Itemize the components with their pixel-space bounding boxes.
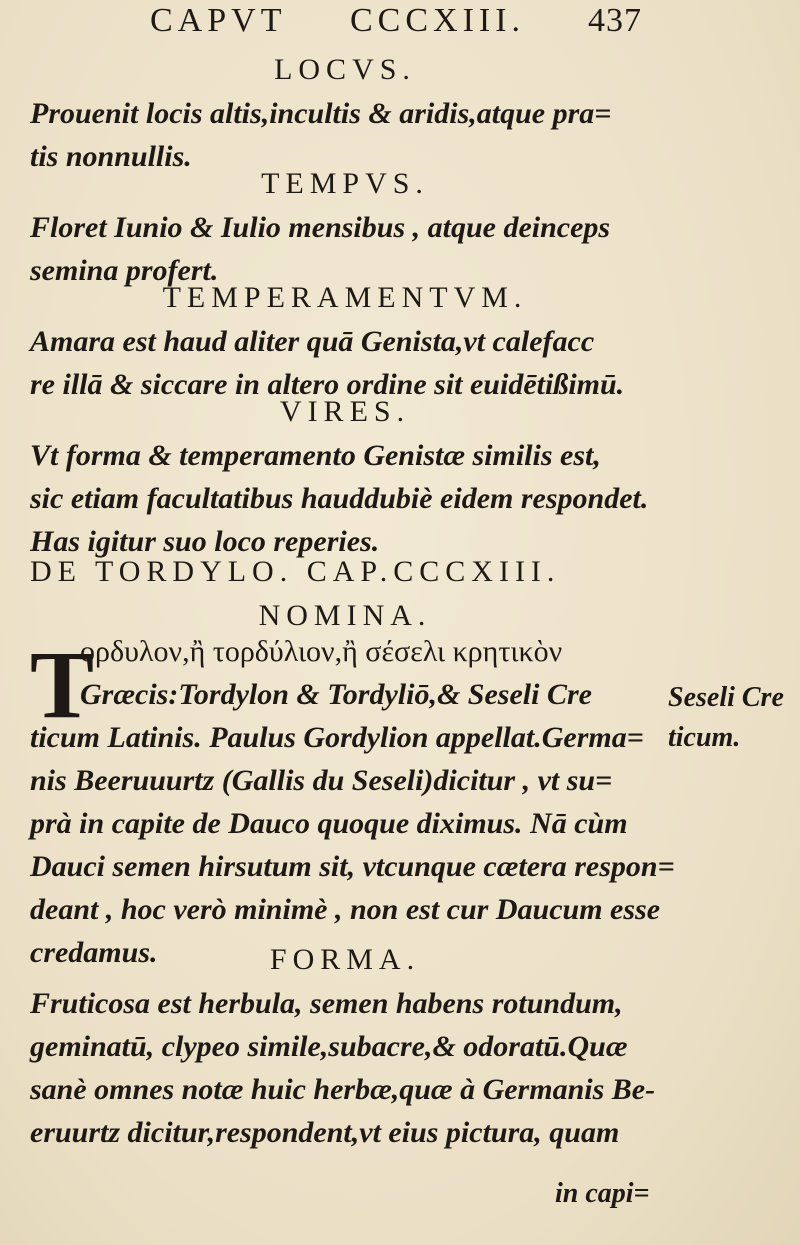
text-line: Has igitur suo loco reperies.: [30, 525, 380, 558]
text-line: Prouenit locis altis,incultis & aridis,atque pra=: [30, 97, 612, 130]
section-nomina: [30, 716, 675, 974]
chapter-title-block: [30, 550, 660, 638]
section-heading: NOMINA.: [258, 599, 432, 632]
text-line: re illā & siccare in altero ordine sit euidētißimū.: [30, 368, 625, 401]
text-line: tis nonnullis.: [30, 140, 192, 173]
header-chapter-number: CCCXIII.: [350, 2, 526, 39]
margin-note-line: ticum.: [668, 722, 741, 753]
text-line: sic etiam facultatibus hauddubiè eidem respondet.: [30, 482, 649, 515]
text-line: deant , hoc verò minimè , non est cur Daucum esse: [30, 893, 661, 926]
catchword: in capi=: [555, 1178, 650, 1209]
greek-line: ορδυλον,ἢ τορδύλιον,ἢ σέσελι κρητικὸν: [80, 635, 563, 668]
text-line: ticum Latinis. Paulus Gordylion appellat.Germa=: [30, 721, 644, 754]
drop-cap: T: [30, 631, 95, 738]
text-line: sanè omnes notæ huic herbæ,quæ à Germanis Be-: [30, 1073, 656, 1106]
section-locus: [30, 48, 660, 178]
text-line: Floret Iunio & Iulio mensibus , atque deinceps: [30, 211, 611, 244]
chapter-title: DE TORDYLO. CAP.CCCXIII.: [30, 555, 561, 588]
section-forma: [30, 938, 660, 1154]
text-line: geminatū, clypeo simile,subacre,& odoratū.Quæ: [30, 1030, 628, 1063]
running-header: [150, 2, 670, 46]
section-heading: TEMPVS.: [261, 167, 429, 200]
text-line: Græcis:Tordylon & Tordyliō,& Seseli Cre: [80, 678, 592, 711]
text-line: Dauci semen hirsutum sit, vtcunque cætera respon=: [30, 850, 675, 883]
section-heading: TEMPERAMENTVM.: [162, 281, 528, 314]
section-vires: [30, 390, 660, 563]
text-line: Vt forma & temperamento Genistæ similis est,: [30, 439, 601, 472]
margin-note: [668, 678, 798, 758]
text-line: eruurtz dicitur,respondent,vt eius pictura, quam: [30, 1116, 620, 1149]
greek-names: [80, 630, 660, 716]
section-heading: FORMA.: [269, 943, 421, 976]
header-caput: CAPVT: [150, 2, 287, 39]
text-line: Fruticosa est herbula, semen habens rotundum,: [30, 987, 623, 1020]
section-heading: VIRES.: [279, 395, 411, 428]
text-line: credamus.: [30, 936, 158, 969]
text-line: semina profert.: [30, 254, 219, 287]
page-number: 437: [588, 2, 642, 39]
section-tempus: [30, 162, 660, 292]
text-line: prà in capite de Dauco quoque diximus. Nā cùm: [30, 807, 628, 840]
text-line: Amara est haud aliter quā Genista,vt calefacc: [30, 325, 595, 358]
section-temperamentum: [30, 276, 660, 406]
text-line: nis Beeruuurtz (Gallis du Seseli)dicitur , vt su=: [30, 764, 613, 797]
margin-note-line: Seseli Cre: [668, 682, 784, 713]
section-heading: LOCVS.: [274, 53, 416, 86]
